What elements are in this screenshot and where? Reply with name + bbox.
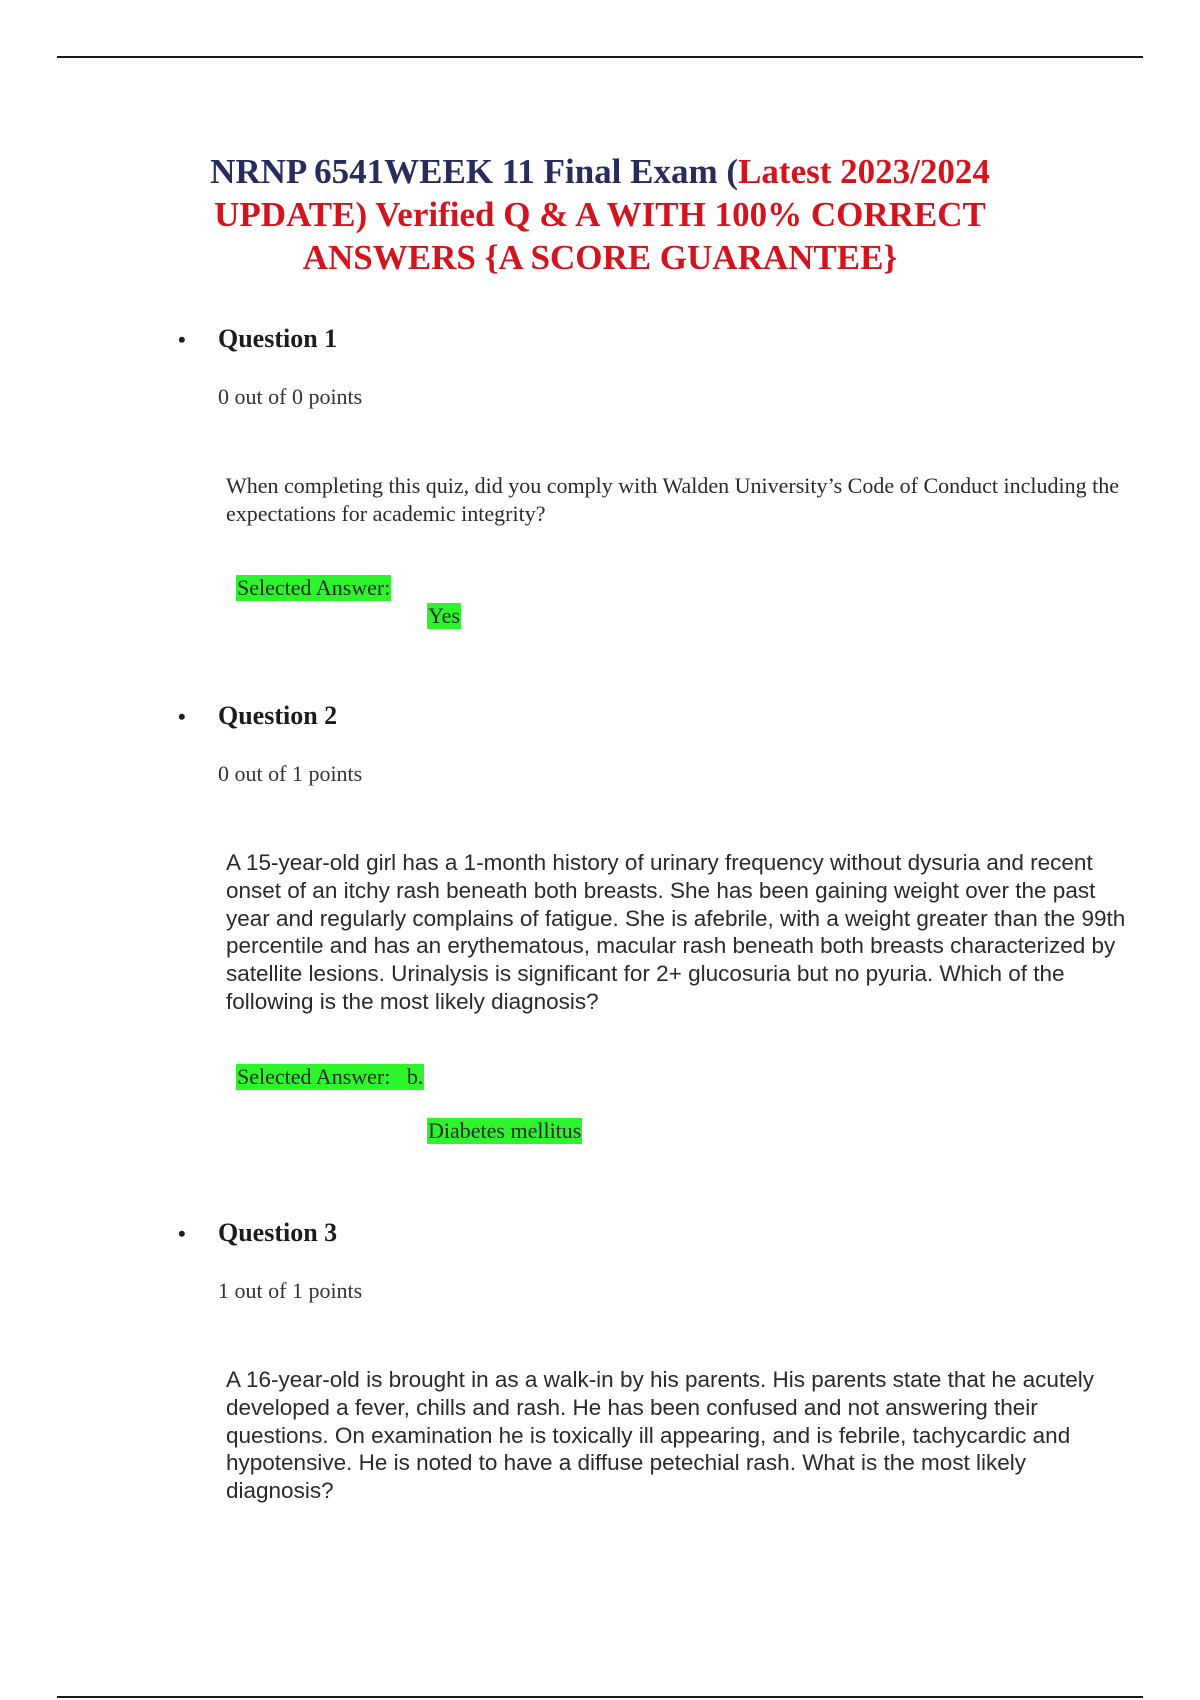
bullet-icon: •	[178, 704, 186, 729]
question-1-title: Question 1	[218, 324, 338, 353]
question-2-answer: Diabetes mellitus	[428, 1118, 582, 1143]
question-2-text: A 15-year-old girl has a 1-month history of urinary frequency without dysuria and recent onset of an itchy rash beneath both breasts. She has been gaining weight over the past year and regularly complains of fatigue. She is afebrile, with a weight greater than the 99th percentile and has an erythematous, macular rash beneath both breasts characterized by satellite lesions. Urinalysis is significant for 2+ glucosuria but no pyuria. Which of the following is the most likely diagnosis?	[226, 850, 1126, 1014]
question-1-answer: Yes	[428, 603, 461, 628]
question-1-selected-label: Selected Answer:	[237, 575, 391, 600]
top-rule	[57, 56, 1143, 58]
bullet-icon: •	[178, 1221, 186, 1246]
question-3-points: 1 out of 1 points	[218, 1278, 363, 1303]
question-3-title: Question 3	[218, 1218, 338, 1247]
title-course-part: NRNP 6541WEEK 11 Final Exam (	[210, 152, 739, 191]
question-1-heading	[178, 324, 337, 355]
question-2-heading	[178, 701, 337, 732]
question-3-text: A 16-year-old is brought in as a walk-in by his parents. His parents state that he acutely developed a fever, chills and rash. He has been confused and not answering their questions. On examination he is toxically ill appearing, and is febrile, tachycardic and hypotensive. He is noted to have a diffuse petechial rash. What is the most likely diagnosis?	[226, 1367, 1094, 1504]
question-1-text: When completing this quiz, did you comply with Walden University’s Code of Conduct including the expectations for academic integrity?	[226, 473, 1119, 526]
answer-letter: b.	[406, 1064, 424, 1089]
document-title	[160, 150, 1040, 279]
question-2-points: 0 out of 1 points	[218, 761, 363, 786]
bullet-icon: •	[178, 327, 186, 352]
title-update-part: Latest 2023/2024 UPDATE) Verified Q & A WITH 100% CORRECT ANSWERS {A SCORE GUARANTEE}	[214, 152, 990, 277]
selected-answer-label: Selected Answer:	[237, 1064, 391, 1089]
question-2-selected-label	[236, 1064, 424, 1090]
question-1-points: 0 out of 0 points	[218, 384, 363, 409]
question-2-title: Question 2	[218, 701, 338, 730]
bottom-rule	[57, 1696, 1143, 1698]
question-3-heading	[178, 1218, 337, 1249]
